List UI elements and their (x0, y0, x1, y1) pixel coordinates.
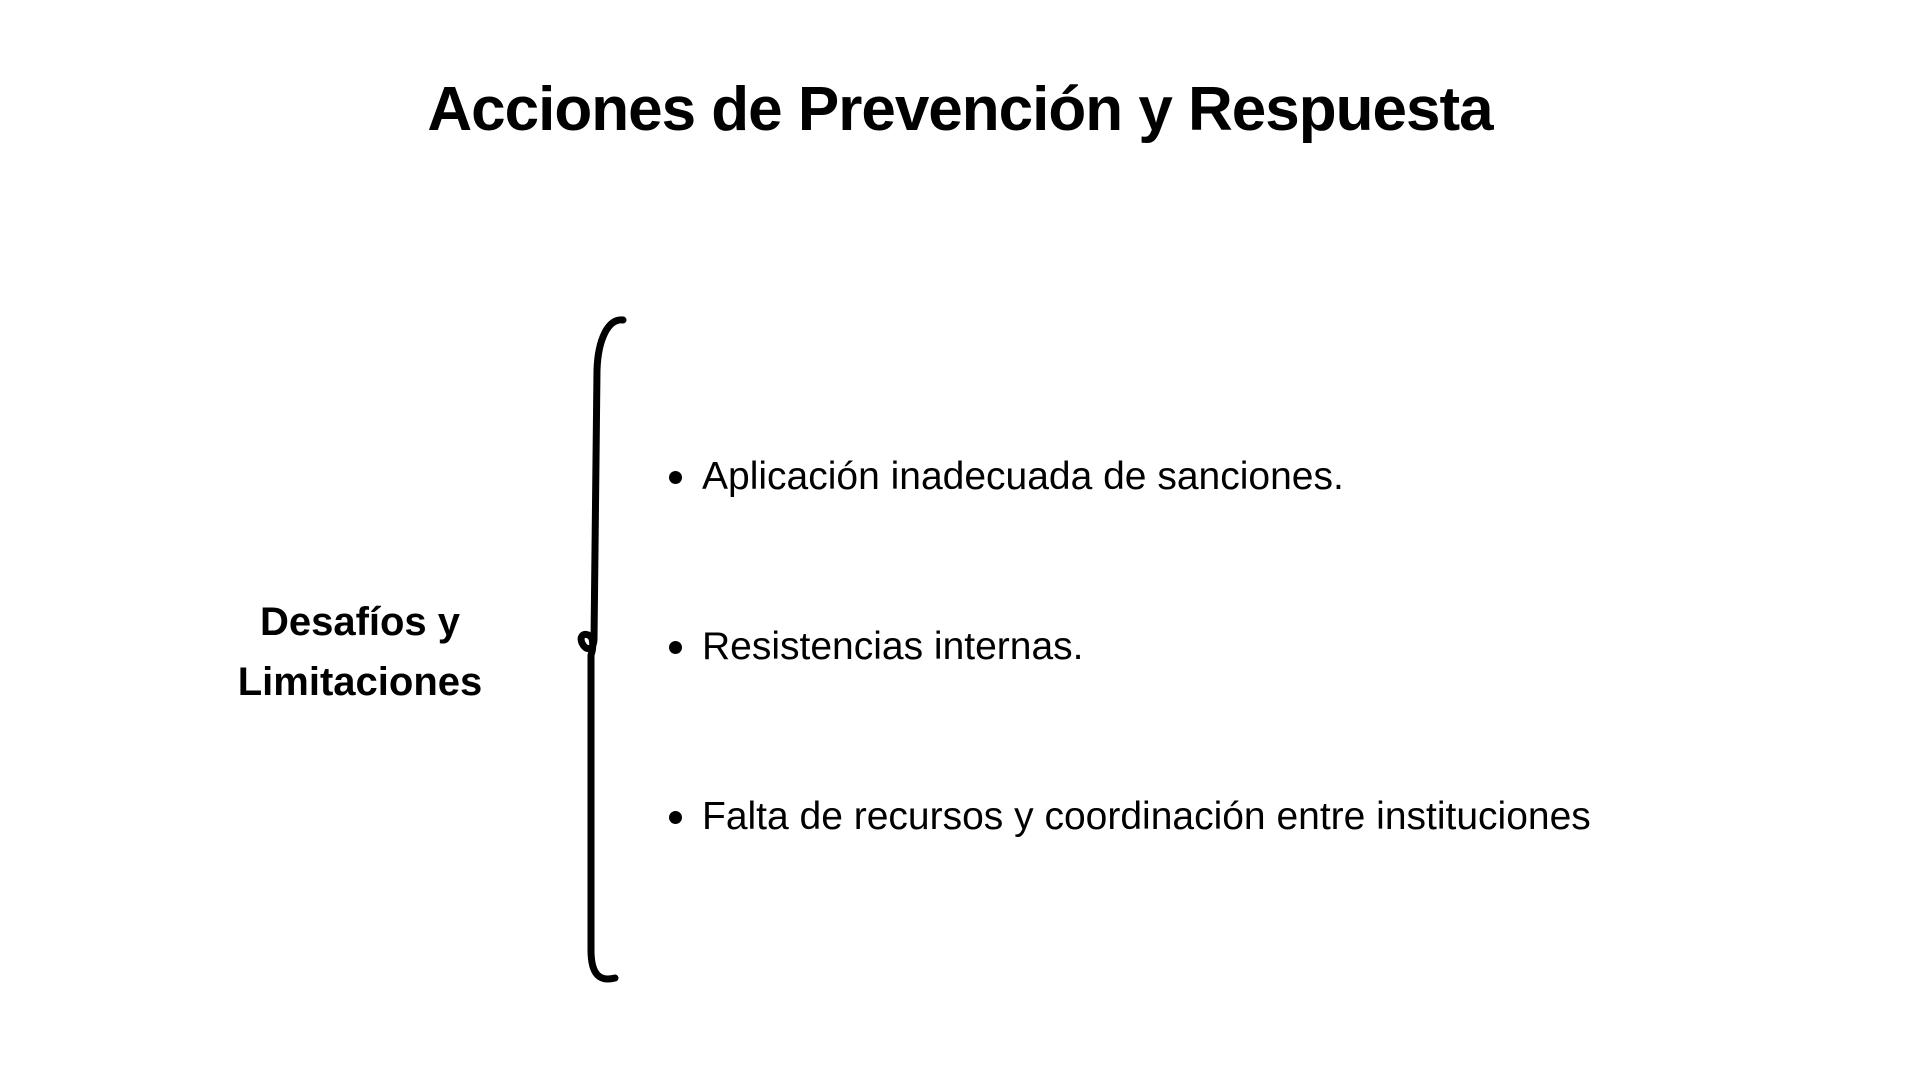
page-title: Acciones de Prevención y Respuesta (427, 75, 1493, 144)
list-item (660, 792, 1591, 842)
list-item-text: Resistencias internas. (702, 625, 1084, 668)
bullet-icon (669, 811, 682, 824)
bullet-icon (669, 641, 682, 654)
category-label-line-2: Limitaciones (237, 660, 483, 704)
curly-brace-icon (560, 310, 650, 990)
bullet-icon (669, 471, 682, 484)
bullet-list (660, 0, 1860, 1080)
category-label (200, 592, 520, 712)
list-item-text: Falta de recursos y coordinación entre instituciones (702, 795, 1591, 838)
list-item (660, 452, 1344, 502)
list-item (660, 622, 1084, 672)
category-label-line-1: Desafíos y (259, 600, 461, 644)
list-item-text: Aplicación inadecuada de sanciones. (702, 455, 1344, 498)
